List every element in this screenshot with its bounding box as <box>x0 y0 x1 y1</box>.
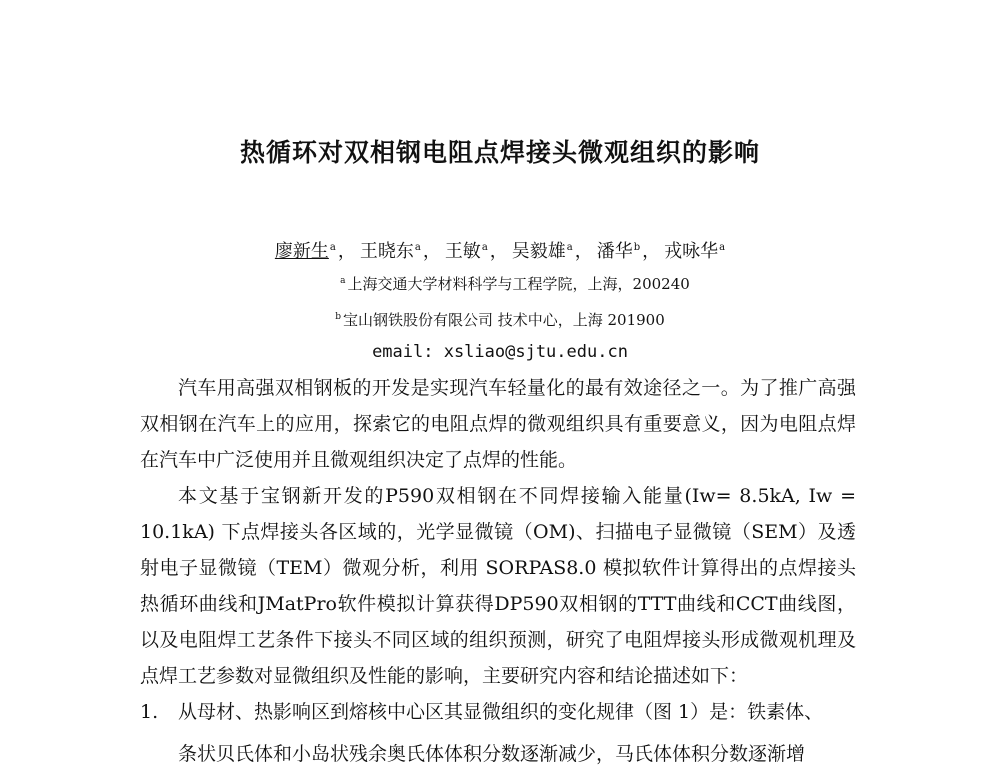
author-separator: ， <box>489 241 508 262</box>
author-name: 王敏 <box>444 241 481 262</box>
paragraph: 汽车用高强双相钢板的开发是实现汽车轻量化的最有效途径之一。为了推广高强双相钢在汽车上的应用，探索它的电阻点焊的微观组织具有重要意义，因为电阻点焊在汽车中广泛使用并且微观组织决定了点焊的性能。 <box>140 377 856 471</box>
list-text: 条状贝氏体和小岛状残余奥氏体体积分数逐渐减少，马氏体体积分数逐渐增 <box>178 743 806 765</box>
author-affiliation-mark: a <box>566 242 573 253</box>
author-affiliation-mark: a <box>414 242 421 253</box>
affiliation-text: 上海交通大学材料科学与工程学院，上海，200240 <box>347 275 690 293</box>
affiliation-text: 宝山钢铁股份有限公司 技术中心，上海 201900 <box>342 311 665 329</box>
affiliation-b <box>0 309 1000 330</box>
contact-email: email: xsliao@sjtu.edu.cn <box>372 342 628 362</box>
author-name: 王晓东 <box>359 241 414 262</box>
author-affiliation-mark: b <box>633 242 641 253</box>
author-affiliation-mark: a <box>481 242 488 253</box>
list-item-continuation <box>140 736 856 772</box>
author-name: 戎咏华 <box>664 241 719 262</box>
abstract-body <box>140 370 856 772</box>
affiliation-mark: b <box>335 312 341 322</box>
author-separator: ， <box>574 241 593 262</box>
author-separator: ， <box>422 241 441 262</box>
author-name: 潘华 <box>596 241 633 262</box>
list-text: 从母材、热影响区到熔核中心区其显微组织的变化规律（图 1）是：铁素体、 <box>178 701 824 723</box>
author-affiliation-mark: a <box>329 242 336 253</box>
author-name: 廖新生 <box>274 241 329 262</box>
author-name: 吴毅雄 <box>511 241 566 262</box>
author-separator: ， <box>642 241 661 262</box>
author-list <box>0 237 1000 263</box>
affiliation-a <box>0 273 1000 294</box>
affiliation-mark: a <box>340 276 346 286</box>
list-item <box>140 694 856 730</box>
author-affiliation-mark: a <box>719 242 726 253</box>
paper-title: 热循环对双相钢电阻点焊接头微观组织的影响 <box>239 138 760 167</box>
paragraph: 本文基于宝钢新开发的P590双相钢在不同焊接输入能量(Iw= 8.5kA, Iw = 10.1kA) 下点焊接头各区域的，光学显微镜（OM)、扫描电子显微镜（SEM）及透射电子显微镜（TEM）微观分析，利用 SORPAS8.0 模拟软件计算得出的点焊接头热循环曲线和JMatPro软件模拟计算获得DP590双相钢的TTT曲线和CCT曲线图，以及电阻焊工艺条件下接头不同区域的组织预测，研究了电阻焊接头形成微观机理及点焊工艺参数对显微组织及性能的影响，主要研究内容和结论描述如下： <box>140 485 856 687</box>
list-number: 1. <box>140 701 159 723</box>
author-separator: ， <box>337 241 356 262</box>
